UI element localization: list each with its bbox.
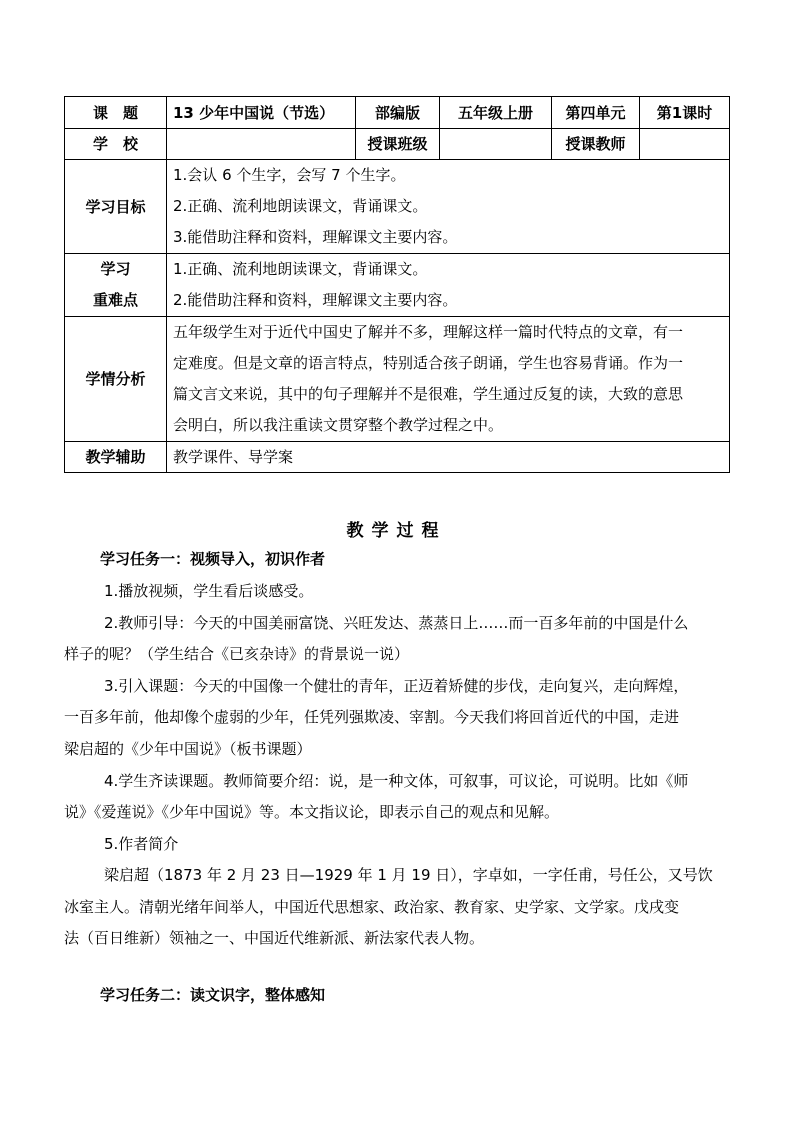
table-row-aids bbox=[65, 442, 730, 473]
task1-line: 2.教师引导：今天的中国美丽富饶、兴旺发达、蒸蒸日上……而一百多年前的中国是什么 bbox=[104, 614, 689, 632]
goals-cell bbox=[167, 160, 730, 254]
goal-item: 2.正确、流利地朗读课文，背诵课文。 bbox=[173, 197, 428, 215]
analysis-cell bbox=[167, 317, 730, 442]
label-aids: 教学辅助 bbox=[65, 442, 167, 473]
label-teacher: 授课教师 bbox=[552, 129, 640, 160]
label-goals: 学习目标 bbox=[65, 160, 167, 254]
lesson-title: 13 少年中国说（节选） bbox=[167, 97, 356, 129]
lesson-info-table bbox=[64, 96, 730, 473]
label-topic: 课 题 bbox=[65, 97, 167, 129]
teacher-value bbox=[640, 129, 730, 160]
focus-cell bbox=[167, 254, 730, 317]
focus-item: 1.正确、流利地朗读课文，背诵课文。 bbox=[173, 260, 428, 278]
task1-heading: 学习任务一：视频导入，初识作者 bbox=[100, 550, 326, 568]
edition: 部编版 bbox=[356, 97, 440, 129]
label-school: 学 校 bbox=[65, 129, 167, 160]
label-focus-line2: 重难点 bbox=[92, 291, 138, 309]
lesson-number: 第1课时 bbox=[640, 97, 730, 129]
task1-line: 梁启超（1873 年 2 月 23 日—1929 年 1 月 19 日），字卓如，一字任甫，号任公，又号饮 bbox=[104, 866, 713, 884]
label-class: 授课班级 bbox=[356, 129, 440, 160]
analysis-line: 篇文言文来说，其中的句子理解并不是很难，学生通过反复的读，大致的意思 bbox=[173, 385, 684, 403]
analysis-line: 五年级学生对于近代中国史了解并不多，理解这样一篇时代特点的文章，有一 bbox=[173, 323, 684, 341]
task1-line: 法（百日维新）领袖之一、中国近代维新派、新法家代表人物。 bbox=[64, 929, 485, 947]
task1-line: 3.引入课题：今天的中国像一个健壮的青年，正迈着矫健的步伐，走向复兴，走向辉煌， bbox=[104, 677, 689, 695]
task1-line: 5.作者简介 bbox=[104, 835, 179, 853]
unit: 第四单元 bbox=[552, 97, 640, 129]
class-value bbox=[440, 129, 552, 160]
table-row-focus bbox=[65, 254, 730, 317]
analysis-line: 定难度。但是文章的语言特点，特别适合孩子朗诵，学生也容易背诵。作为一 bbox=[173, 354, 684, 372]
task1-line: 说》《爱莲说》《少年中国说》等。本文指议论，即表示自己的观点和见解。 bbox=[64, 803, 560, 821]
task1-line: 样子的呢？（学生结合《已亥杂诗》的背景说一说） bbox=[64, 645, 410, 663]
goal-item: 3.能借助注释和资料，理解课文主要内容。 bbox=[173, 228, 458, 246]
task1-line: 1.播放视频，学生看后谈感受。 bbox=[104, 582, 314, 600]
school-value bbox=[167, 129, 356, 160]
task2-heading: 学习任务二：读文识字，整体感知 bbox=[100, 986, 326, 1004]
task1-line: 冰室主人。清朝光绪年间举人，中国近代思想家、政治家、教育家、史学家、文学家。戊戌变 bbox=[64, 898, 680, 916]
aids-value: 教学课件、导学案 bbox=[167, 442, 730, 473]
table-row-title bbox=[65, 97, 730, 129]
goal-item: 1.会认 6 个生字，会写 7 个生字。 bbox=[173, 166, 406, 184]
table-row-school bbox=[65, 129, 730, 160]
grade: 五年级上册 bbox=[440, 97, 552, 129]
label-focus-line1: 学习 bbox=[100, 260, 131, 278]
label-analysis: 学情分析 bbox=[65, 317, 167, 442]
task1-line: 梁启超的《少年中国说》（板书课题） bbox=[64, 740, 312, 758]
task1-line: 一百多年前，他却像个虚弱的少年，任凭列强欺凌、宰割。今天我们将回首近代的中国，走进 bbox=[64, 708, 680, 726]
analysis-line: 会明白，所以我注重读文贯穿整个教学过程之中。 bbox=[173, 416, 504, 434]
table-row-goals bbox=[65, 160, 730, 254]
focus-item: 2.能借助注释和资料，理解课文主要内容。 bbox=[173, 291, 458, 309]
label-focus bbox=[65, 254, 167, 317]
table-row-analysis bbox=[65, 317, 730, 442]
process-title: 教学过程 bbox=[346, 521, 447, 541]
task1-line: 4.学生齐读课题。教师简要介绍：说，是一种文体，可叙事，可议论，可说明。比如《师 bbox=[104, 772, 689, 790]
